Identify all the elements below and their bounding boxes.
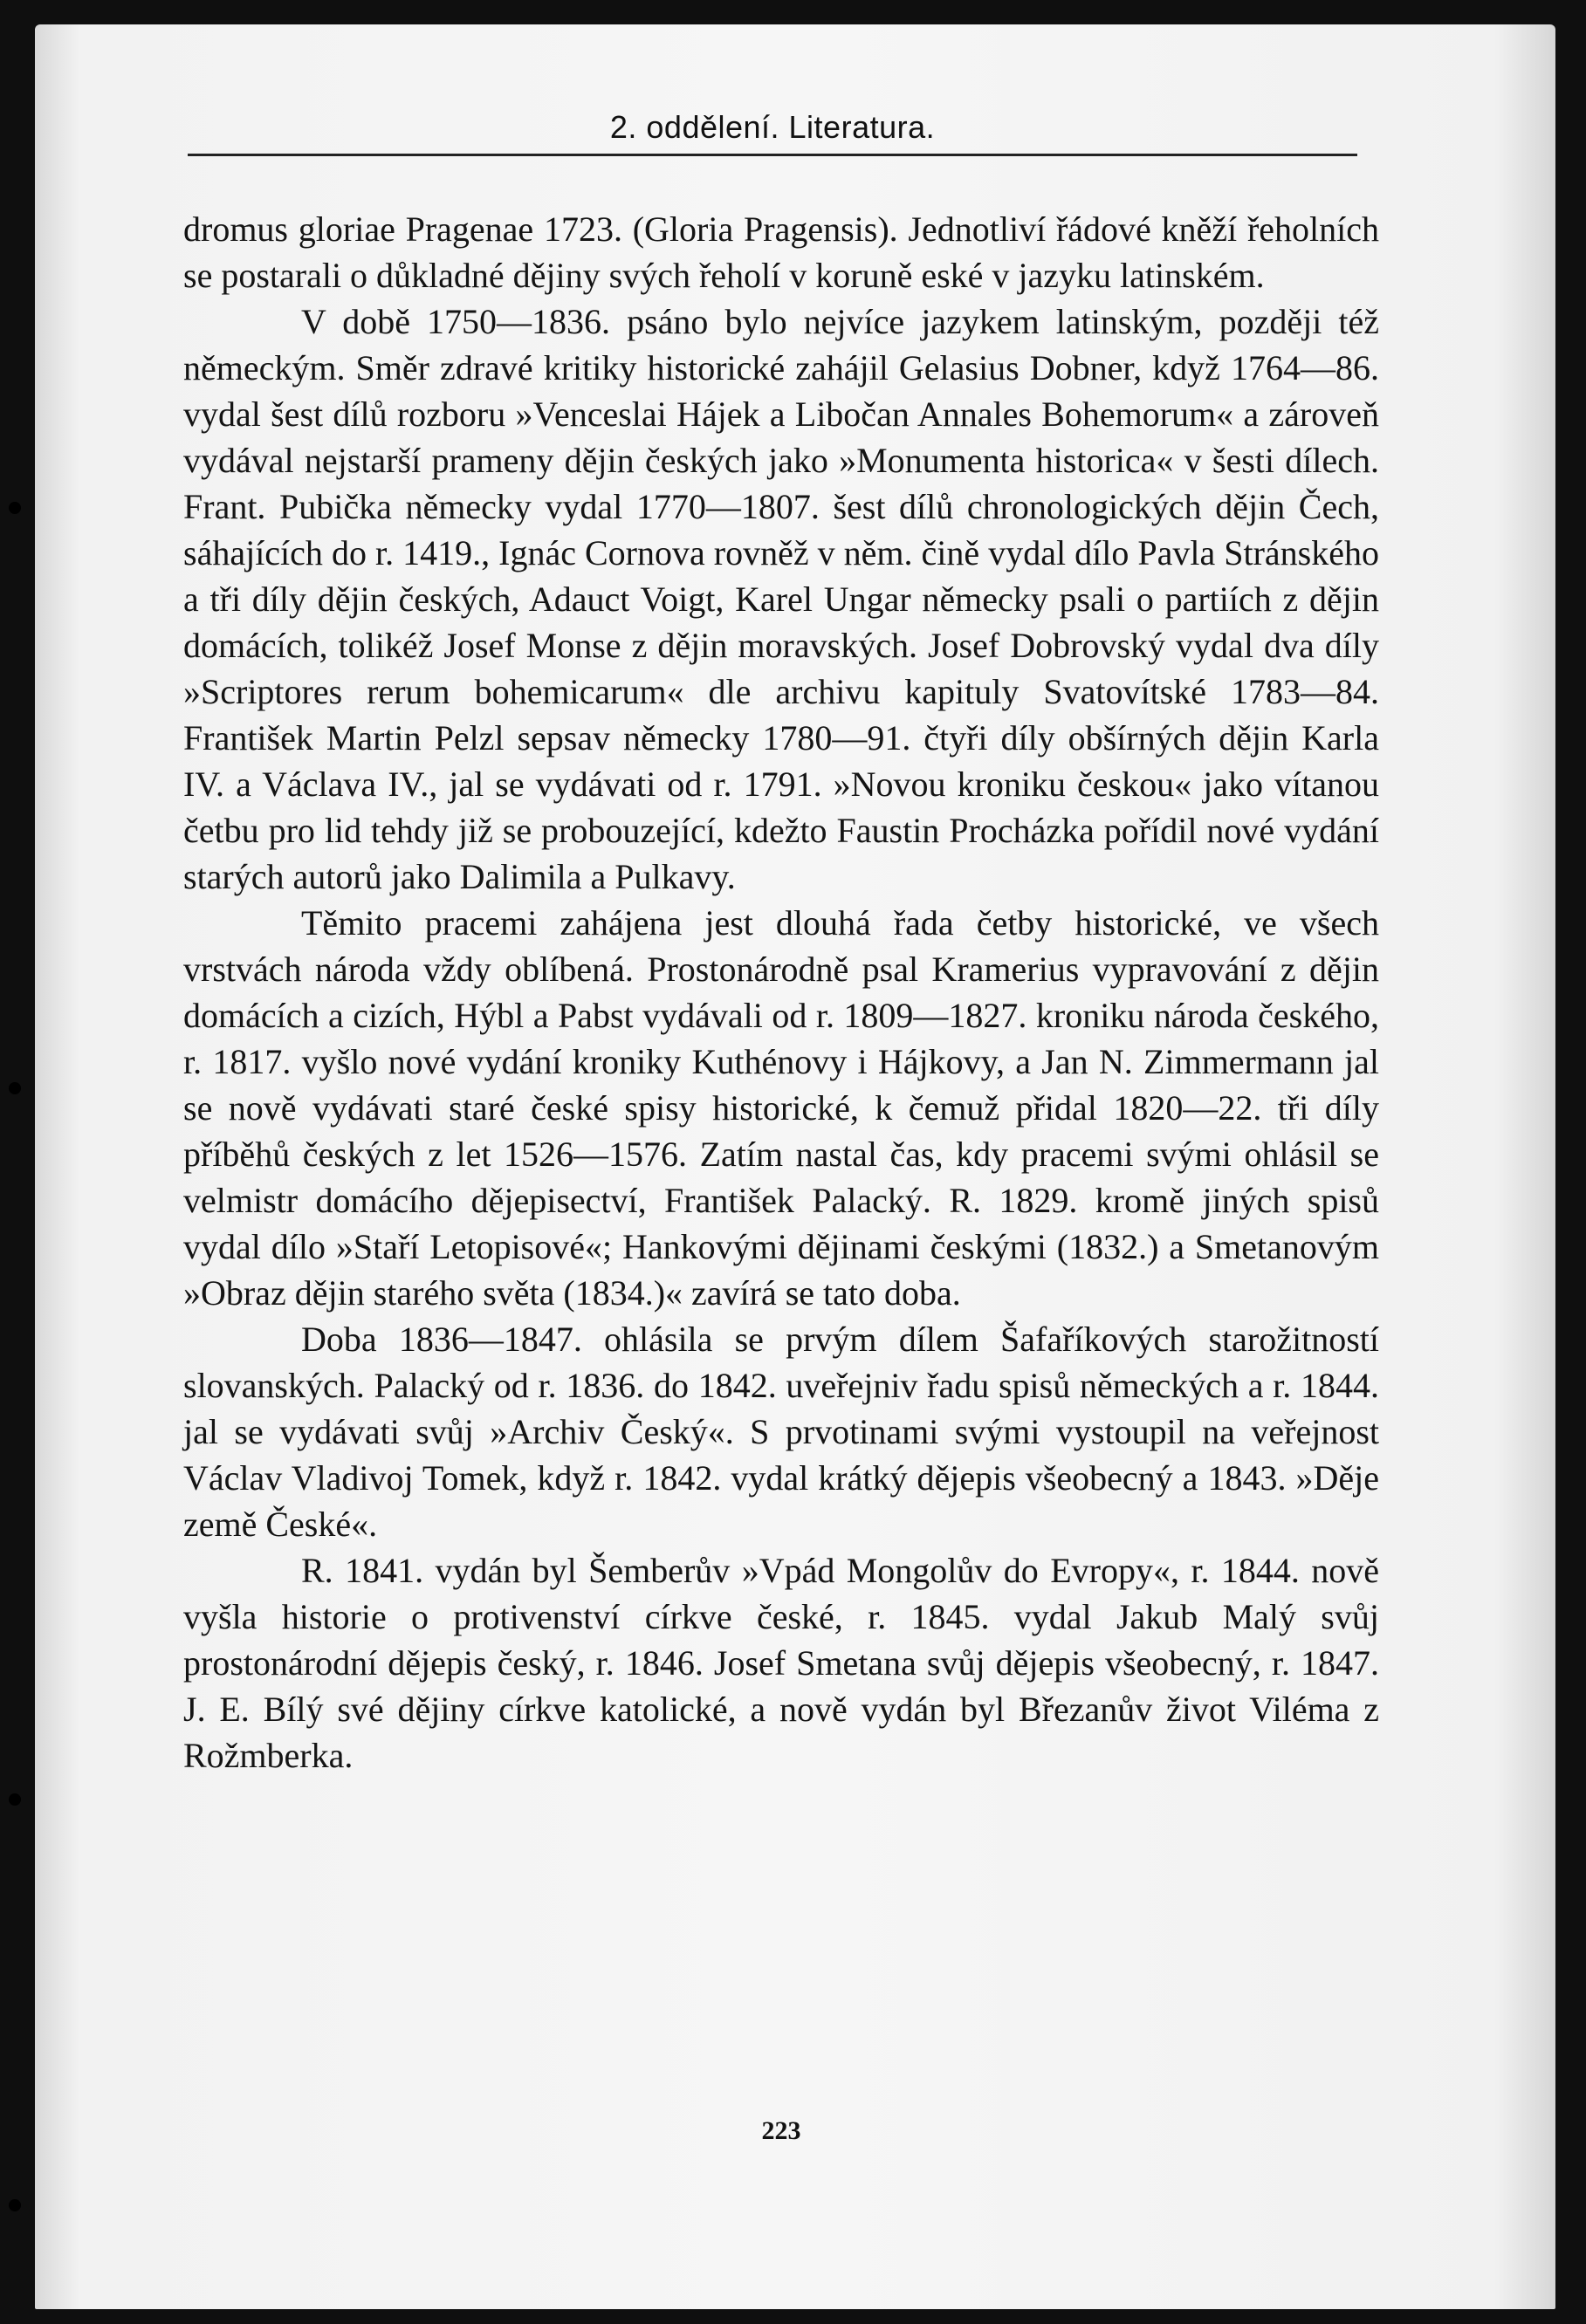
paragraph: V době 1750—1836. psáno bylo nejvíce jazykem latinským, později též německým. Směr zdravé kritiky historické zahájil Gelasius Dobner, když 1764—86. vydal šest dílů rozboru »Venceslai Hájek a Libočan Annales Bohemorum« a zároveň vydával nejstarší prameny dějin českých jako »Monumenta historica« v šesti dílech. Frant. Pubička německy vydal 1770—1807. šest dílů chronologických dějin Čech, sáhajících do r. 1419., Ignác Cornova rovněž v něm. čině vydal dílo Pavla Stránského a tři díly dějin českých, Adauct Voigt, Karel Ungar německy psali o partiích z dějin domácích, tolikéž Josef Monse z dějin moravských. Josef Dobrovský vydal dva díly »Scriptores rerum bohemicarum« dle archivu kapituly Svatovítské 1783—84. František Martin Pelzl sepsav německy 1780—91. čtyři díly obšírných dějin Karla IV. a Václava IV., jal se vydávati od r. 1791. »Novou kroniku českou« jako vítanou četbu pro lid tehdy již se probouzející, kdežto Faustin Procházka pořídil nové vydání starých autorů jako Dalimila a Pulkavy.	[183, 302, 1379, 896]
paragraph: dromus gloriae Pragenae 1723. (Gloria Pragensis). Jednotliví řádové kněží řeholních se postarali o důkladné dějiny svých řeholí v koruně eské v jazyku latinském.	[183, 209, 1379, 295]
page-number: 223	[761, 2116, 801, 2145]
binding-hole-mark	[9, 1082, 21, 1094]
paragraph: R. 1841. vydán byl Šemberův »Vpád Mongolův do Evropy«, r. 1844. nově vyšla historie o protivenství církve české, r. 1845. vydal Jakub Malý svůj prostonárodní dějepis český, r. 1846. Josef Smetana svůj dějepis všeobecný, r. 1847. J. E. Bílý své dějiny církve katolické, a nově vydán byl Březanův život Viléma z Rožmberka.	[183, 1551, 1379, 1775]
binding-hole-mark	[9, 2199, 21, 2211]
paragraph: Těmito pracemi zahájena jest dlouhá řada četby historické, ve všech vrstvách národa vždy oblíbená. Prostonárodně psal Kramerius vypravování z dějin domácích a cizích, Hýbl a Pabst vydávali od r. 1809—1827. kroniku národa českého, r. 1817. vyšlo nové vydání kroniky Kuthénovy i Hájkovy, a Jan N. Zimmermann jal se nově vydávati staré české spisy historické, k čemuž přidal 1820—22. tři díly příběhů českých z let 1526—1576. Zatím nastal čas, kdy pracemi svými ohlásil se velmistr domácího dějepisectví, František Palacký. R. 1829. kromě jiných spisů vydal dílo »Staří Letopisové«; Hankovými dějinami českými (1832.) a Smetanovým »Obraz dějin starého světa (1834.)« zavírá se tato doba.	[183, 903, 1379, 1313]
body-text	[183, 206, 1379, 1779]
running-header: 2. oddělení. Literatura.	[609, 109, 936, 145]
binding-hole-mark	[9, 1793, 21, 1806]
paragraph: Doba 1836—1847. ohlásila se prvým dílem Šafaříkových starožitností slovanských. Palacký od r. 1836. do 1842. uveřejniv řadu spisů německých a r. 1844. jal se vydávati svůj »Archiv Český«. S prvotinami svými vystoupil na veřejnost Václav Vladivoj Tomek, když r. 1842. vydal krátký dějepis všeobecný a 1843. »Děje země České«.	[183, 1320, 1379, 1544]
binding-hole-mark	[9, 502, 21, 514]
header-rule	[188, 154, 1357, 156]
